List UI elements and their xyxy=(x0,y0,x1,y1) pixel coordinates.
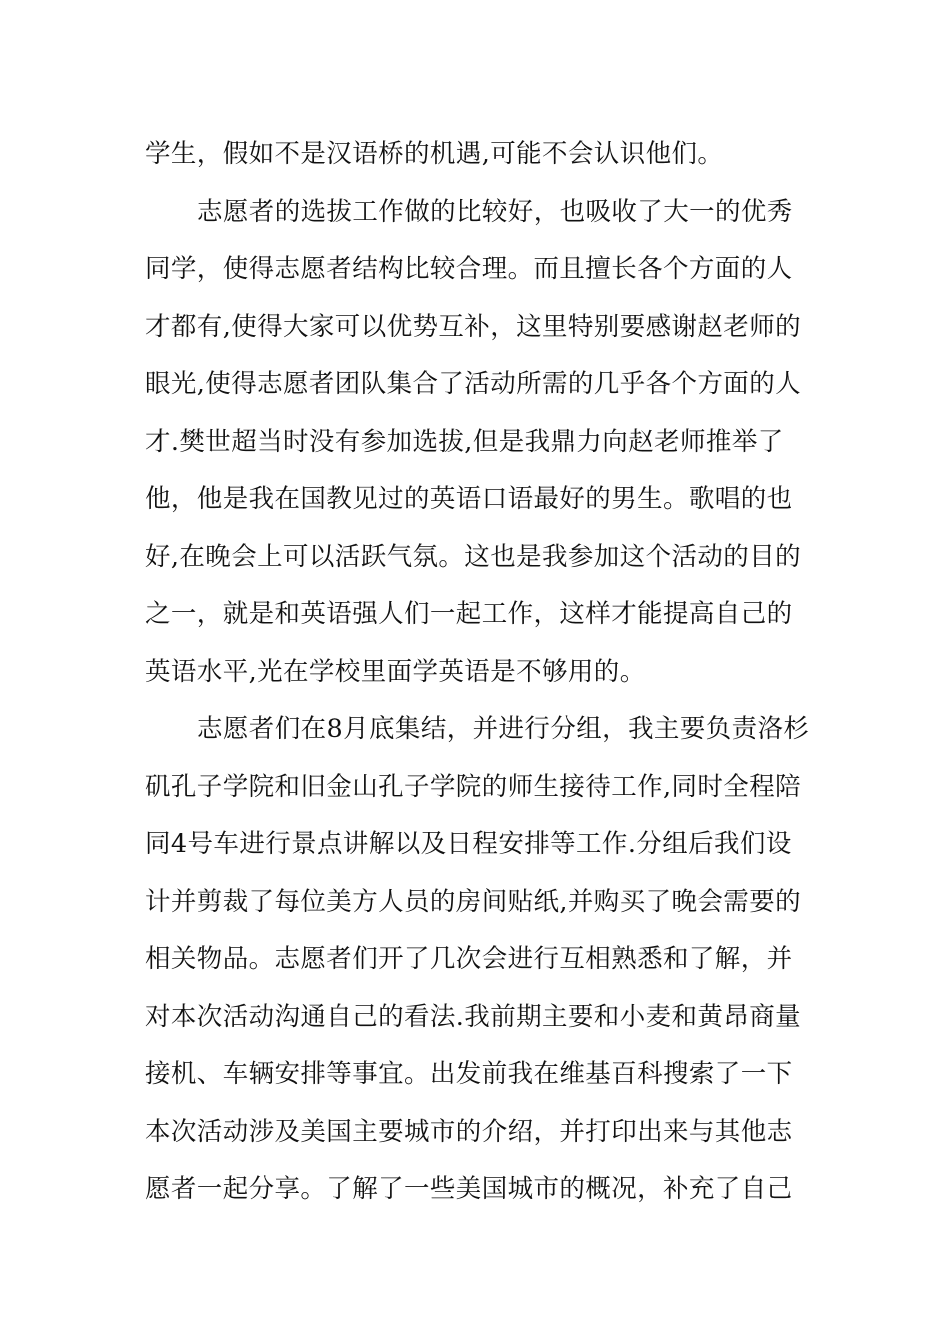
text-line: 相关物品。志愿者们开了几次会进行互相熟悉和了解，并 xyxy=(145,944,793,974)
text-line: 对本次活动沟通自己的看法.我前期主要和小麦和黄昂商量 xyxy=(145,1001,802,1032)
body-text xyxy=(145,126,810,1219)
text-line: 之一，就是和英语强人们一起工作，这样才能提高自己的 xyxy=(145,599,793,629)
text-line: 才都有,使得大家可以优势互补，这里特别要感谢赵老师的 xyxy=(145,311,802,342)
text-line: 愿者一起分享。了解了一些美国城市的概况，补充了自己 xyxy=(145,1174,793,1204)
text-line: 计并剪裁了每位美方人员的房间贴纸,并购买了晚会需要的 xyxy=(145,886,802,917)
text-line: 学生，假如不是汉语桥的机遇,可能不会认识他们。 xyxy=(145,139,724,169)
text-line: 才.樊世超当时没有参加选拔,但是我鼎力向赵老师推举了 xyxy=(145,426,784,457)
text-line: 英语水平,光在学校里面学英语是不够用的。 xyxy=(145,656,646,687)
text-line: 矶孔子学院和旧金山孔子学院的师生接待工作,同时全程陪 xyxy=(145,771,802,802)
text-line: 好,在晚会上可以活跃气氛。这也是我参加这个活动的目的 xyxy=(145,541,802,572)
text-line: 接机、车辆安排等事宜。出发前我在维基百科搜索了一下 xyxy=(145,1059,793,1089)
text-line: 志愿者们在8月底集结，并进行分组，我主要负责洛杉 xyxy=(197,714,810,744)
text-line: 眼光,使得志愿者团队集合了活动所需的几乎各个方面的人 xyxy=(145,369,802,399)
text-line: 同4号车进行景点讲解以及日程安排等工作.分组后我们设 xyxy=(145,829,792,859)
text-line: 同学，使得志愿者结构比较合理。而且擅长各个方面的人 xyxy=(145,254,793,284)
text-line: 本次活动涉及美国主要城市的介绍，并打印出来与其他志 xyxy=(145,1116,793,1147)
text-line: 志愿者的选拔工作做的比较好，也吸收了大一的优秀 xyxy=(197,196,793,227)
text-line: 他，他是我在国教见过的英语口语最好的男生。歌唱的也 xyxy=(145,484,793,514)
